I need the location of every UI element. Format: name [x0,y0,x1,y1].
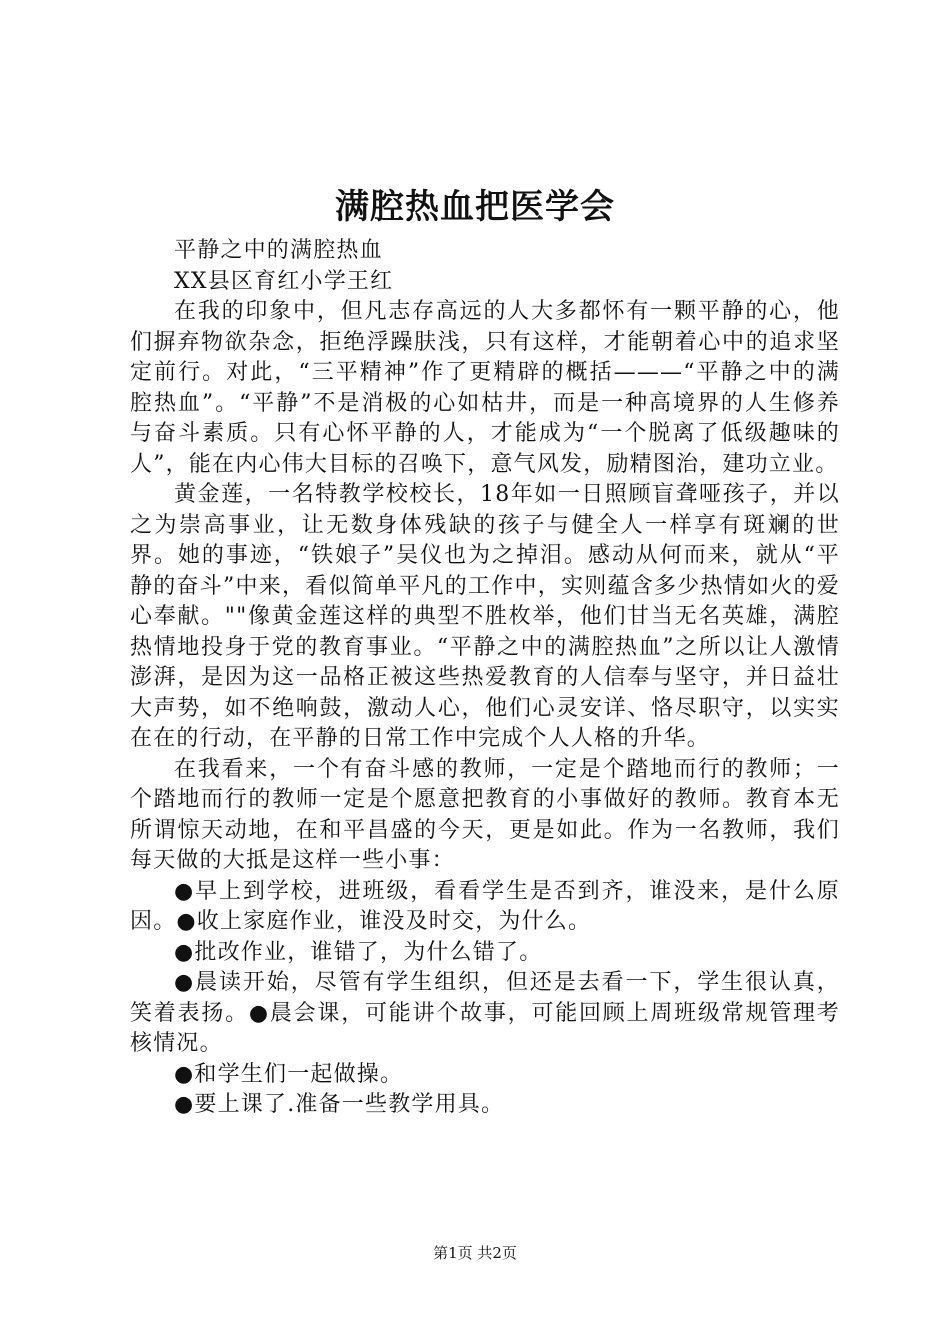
paragraph-3: 在我看来，一个有奋斗感的教师，一定是个踏地而行的教师；一个踏地而行的教师一定是个愿意把教育的小事做好的教师。教育本无所谓惊天动地，在和平昌盛的今天，更是如此。作为一名教师，我们每天做的大抵是这样一些小事： [130,756,840,873]
bullet-paragraph-5: ●要上课了.准备一些教学用具。 [174,1092,505,1117]
bullet-paragraph-2: ●批改作业，谁错了，为什么错了。 [174,939,543,965]
document-title: 满腔热血把医学会 [335,187,615,227]
paragraph-1: 在我的印象中，但凡志存高远的人大多都怀有一颗平静的心，他们摒弃物欲杂念，拒绝浮躁肤浅，只有这样，才能朝着心中的追求坚定前行。对此，“三平精神”作了更精辟的概括———“平静之中的满腔热血”。“平静”不是消极的心如枯井，而是一种高境界的人生修养与奋斗素质。只有心怀平静的人，才能成为“一个脱离了低级趣味的人”，能在内心伟大目标的召唤下，意气风发，励精图治，建功立业。 [130,299,840,477]
bullet-paragraph-4: ●和学生们一起做操。 [174,1061,404,1087]
paragraph-author: XX县区育红小学王红 [174,268,394,294]
document-body [130,236,840,1121]
paragraph-2: 黄金莲，一名特教学校校长，18年如一日照顾盲聋哑孩子，并以之为崇高事业，让无数身体残缺的孩子与健全人一样享有斑斓的世界。她的事迹，“铁娘子”吴仪也为之掉泪。感动从何而来，就从“平静的奋斗”中来，看似简单平凡的工作中，实则蕴含多少热情如火的爱心奉献。""像黄金莲这样的典型不胜枚举，他们甘当无名英雄，满腔热情地投身于党的教育事业。“平静之中的满腔热血”之所以让人激情澎湃，是因为这一品格正被这些热爱教育的人信奉与坚守，并日益壮大声势，如不绝响鼓，激动人心，他们心灵安详、恪尽职守，以实实在在的行动，在平静的日常工作中完成个人人格的升华。 [130,482,840,751]
page-number-footer: 第1页 共2页 [433,1244,517,1262]
paragraph-subtitle: 平静之中的满腔热血 [174,238,383,263]
bullet-paragraph-3: ●晨读开始，尽管有学生组织，但还是去看一下，学生很认真，笑着表扬。●晨会课，可能讲个故事，可能回顾上周班级常规管理考核情况。 [130,970,840,1056]
bullet-paragraph-1: ●早上到学校，进班级，看看学生是否到齐，谁没来，是什么原因。●收上家庭作业，谁没及时交，为什么。 [130,878,840,934]
